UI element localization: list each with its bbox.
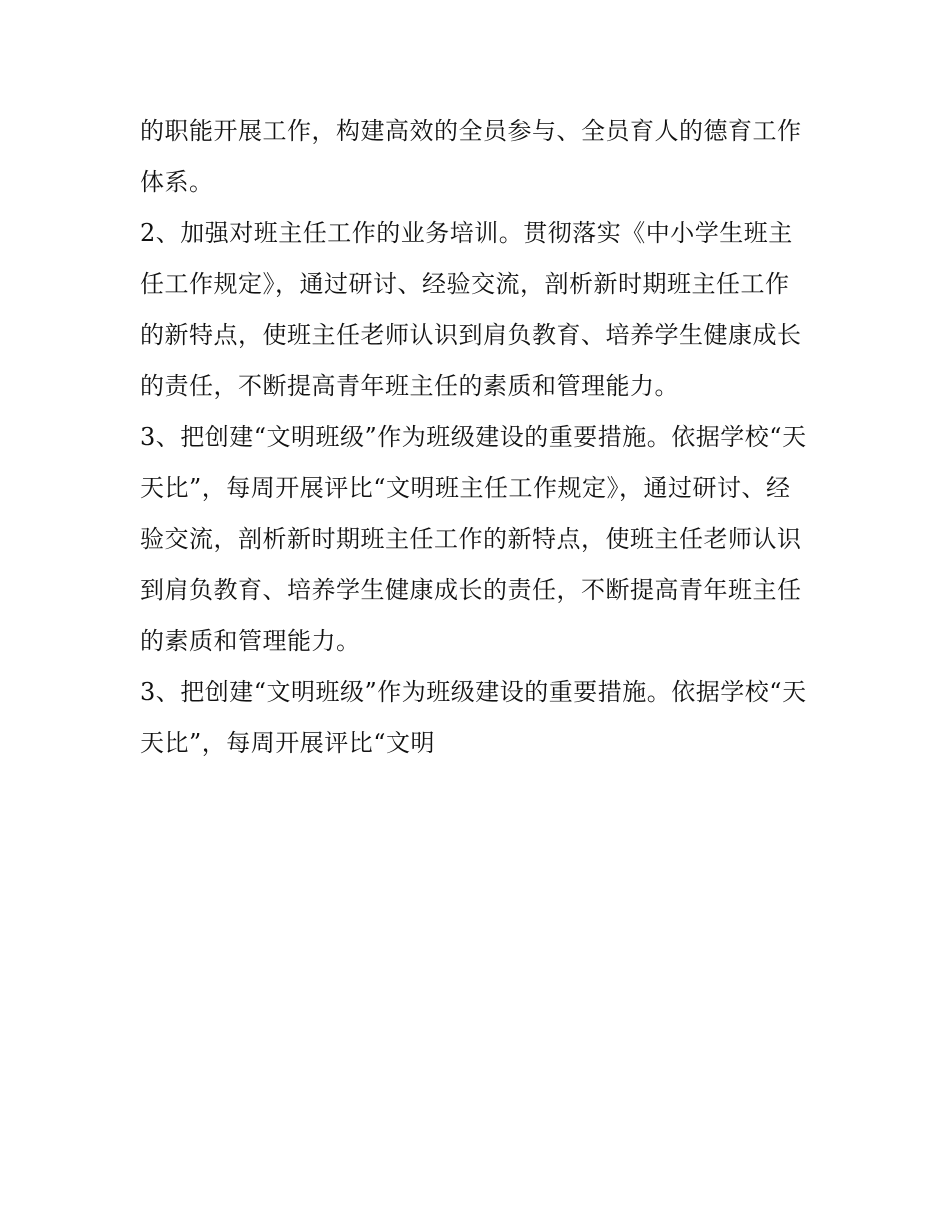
text-line: 的新特点，使班主任老师认识到肩负教育、培养学生健康成长: [140, 321, 802, 349]
text-line: 体系。: [140, 168, 214, 196]
text-line: 任工作规定》，通过研讨、经验交流，剖析新时期班主任工作: [140, 270, 790, 298]
text-line: 3、把创建“文明班级”作为班级建设的重要措施。依据学校“天: [140, 423, 807, 451]
text-line: 天比”，每周开展评比“文明班主任工作规定》，通过研讨、经: [140, 474, 791, 502]
text-line: 的责任，不断提高青年班主任的素质和管理能力。: [140, 372, 679, 400]
text-line: 的素质和管理能力。: [140, 627, 361, 655]
body-text: [140, 106, 820, 769]
text-line: 2、加强对班主任工作的业务培训。贯彻落实《中小学生班主: [140, 219, 793, 247]
text-line: 验交流，剖析新时期班主任工作的新特点，使班主任老师认识: [140, 525, 802, 553]
text-line: 的职能开展工作，构建高效的全员参与、全员育人的德育工作: [140, 117, 802, 145]
text-line: 3、把创建“文明班级”作为班级建设的重要措施。依据学校“天: [140, 678, 807, 706]
text-line: 到肩负教育、培养学生健康成长的责任，不断提高青年班主任: [140, 576, 802, 604]
text-line: 天比”，每周开展评比“文明: [140, 729, 436, 757]
